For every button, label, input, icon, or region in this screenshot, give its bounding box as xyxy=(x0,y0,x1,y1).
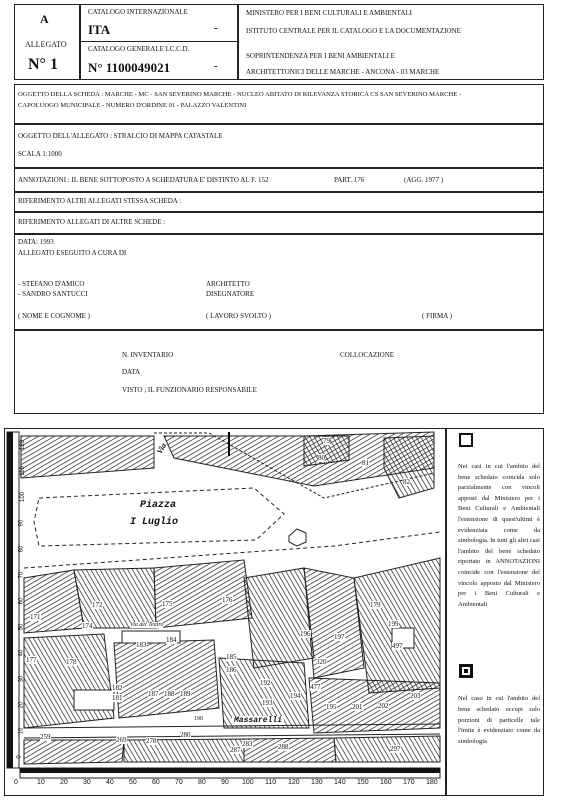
allegato-number: N° 1 xyxy=(28,56,58,73)
oggetto-scheda-line1: OGGETTO DELLA SCHEDA : MARCHE - MC - SAN SEVERINO MARCHE - NUCLEO ABITATO DI RILEVANZA STORICA CS SAN SEVERINO MARCHE - xyxy=(18,91,462,98)
ruler-y-10: 10 xyxy=(18,727,25,735)
ruler-x-170: 170 xyxy=(403,779,415,786)
ruler-x-130: 130 xyxy=(311,779,323,786)
parcel-176: 176 xyxy=(222,596,233,604)
ruler-x-100: 100 xyxy=(242,779,254,786)
parcel-195: 195 xyxy=(326,703,337,711)
parcel-184: 184 xyxy=(166,636,177,644)
parcel-477: 477 xyxy=(310,683,321,691)
ruler-y-90: 90 xyxy=(18,519,25,527)
riferimento-altre-schede: RIFERIMENTO ALLEGATI DI ALTRE SCHEDE : xyxy=(18,218,166,226)
cat-gen-value: N° 1100049021 xyxy=(88,60,171,75)
data-eseguito: ALLEGATO ESEGUITO A CURA DI xyxy=(18,249,127,257)
parcel-189: 189 xyxy=(180,690,191,698)
parcel-186: 186 xyxy=(226,666,237,674)
ruler-y-120: 120 xyxy=(20,439,27,451)
parcel-175: 175 xyxy=(162,600,173,608)
ruler-y-110: 110 xyxy=(19,466,26,476)
parcel-320: 320 xyxy=(316,658,327,666)
annotazioni-part: PART. 176 xyxy=(334,176,365,184)
annotazioni-agg: (AGG. 1977 ) xyxy=(404,176,444,184)
inventario-box xyxy=(14,330,544,414)
ruler-x-140: 140 xyxy=(334,779,346,786)
data-date: DATA: 1993 xyxy=(18,238,54,246)
ruler-x-90: 90 xyxy=(221,779,229,786)
ruler-x-80: 80 xyxy=(198,779,206,786)
parcel-80: 80 xyxy=(318,454,325,462)
parcel-187: 187 xyxy=(148,690,159,698)
legend-filled-square-inner xyxy=(464,669,468,673)
ruler-x-120: 120 xyxy=(288,779,300,786)
oggetto-allegato-box xyxy=(14,124,544,168)
role-1: ARCHITETTO xyxy=(206,280,250,288)
ruler-x-50: 50 xyxy=(129,779,137,786)
ruler-y-60: 60 xyxy=(18,597,25,605)
institute-name: ISTITUTO CENTRALE PER IL CATALOGO E LA DOCUMENTAZIONE xyxy=(246,27,461,35)
parcel-177: 177 xyxy=(26,656,37,664)
parcel-194: 194 xyxy=(290,692,301,700)
parcel-81: 81 xyxy=(362,459,369,467)
parcel-183: 183 xyxy=(136,641,147,649)
parcel-283: 283 xyxy=(242,740,253,748)
parcel-280: 280 xyxy=(180,731,191,739)
annotazioni-text: ANNOTAZIONI : IL BENE SOTTOPOSTO A SCHEDATURA E' DISTINTO AL F. 152 xyxy=(18,176,269,184)
person-2: - SANDRO SANTUCCI xyxy=(18,290,88,298)
parcel-190: 190 xyxy=(194,716,203,722)
piazza-label-2: I Luglio xyxy=(130,517,179,528)
ruler-y-100: 100 xyxy=(20,491,27,503)
ruler-y-0: 0 xyxy=(16,755,23,759)
ruler-x-180: 180 xyxy=(426,779,438,786)
soprintendenza-2: ARCHITETTONICI DELLE MARCHE - ANCONA - 03 MARCHE xyxy=(246,68,440,76)
firma-label: ( FIRMA ) xyxy=(422,312,452,320)
parcel-171: 171 xyxy=(30,613,41,621)
ruler-x-110: 110 xyxy=(265,779,277,786)
street-massarelli: Massarelli xyxy=(234,716,283,725)
ministry-name: MINISTERO PER I BENI CULTURALI E AMBIENTALI xyxy=(246,9,413,17)
lavoro-svolto-label: ( LAVORO SVOLTO ) xyxy=(206,312,272,320)
legend-empty-square-icon xyxy=(459,433,473,447)
scale-label: SCALA 1:1000 xyxy=(18,150,62,158)
cat-gen-label: CATALOGO GENERALE I.C.C.D. xyxy=(88,45,190,53)
ruler-y xyxy=(18,432,30,772)
parcel-497: 497 xyxy=(392,642,403,650)
ruler-x-150: 150 xyxy=(357,779,369,786)
oggetto-allegato-line1: OGGETTO DELL'ALLEGATO : STRALCIO DI MAPPA CATASTALE xyxy=(18,132,223,140)
parcel-188: 188 xyxy=(164,690,175,698)
cat-int-label: CATALOGO INTERNAZIONALE xyxy=(88,8,188,16)
parcel-278: 278 xyxy=(146,737,157,745)
ruler-x-70: 70 xyxy=(175,779,183,786)
ruler-x-30: 30 xyxy=(83,779,91,786)
parcel-297: 297 xyxy=(390,745,401,753)
ruler-x-60: 60 xyxy=(152,779,160,786)
collocazione: COLLOCAZIONE xyxy=(340,351,395,359)
ruler-x-20: 20 xyxy=(60,779,68,786)
visto-funzionario: VISTO ; IL FUNZIONARIO RESPONSABILE xyxy=(122,386,257,394)
cat-int-dash: - xyxy=(214,22,218,34)
ruler-y-30: 30 xyxy=(18,675,25,683)
ruler-x-160: 160 xyxy=(380,779,392,786)
parcel-179: 179 xyxy=(370,601,381,609)
legend-filled-square-icon xyxy=(459,664,473,678)
parcel-288: 288 xyxy=(278,743,289,751)
ruler-y-80: 80 xyxy=(18,545,25,553)
parcel-193: 193 xyxy=(262,699,273,707)
parcel-192: 192 xyxy=(260,679,271,687)
n-inventario: N. INVENTARIO xyxy=(122,351,174,359)
parcel-182: 182 xyxy=(112,684,123,692)
parcel-82: 82 xyxy=(403,478,410,486)
ruler-x-40: 40 xyxy=(106,779,114,786)
ruler-x-10: 10 xyxy=(37,779,45,786)
parcel-259: 259 xyxy=(40,733,51,741)
soprintendenza: SOPRINTENDENZA PER I BENI AMBIENTALI E xyxy=(246,52,395,60)
ruler-y-40: 40 xyxy=(18,649,25,657)
ruler-y-20: 20 xyxy=(18,701,25,709)
parcel-197: 197 xyxy=(334,633,345,641)
parcel-181: 181 xyxy=(112,694,123,702)
parcel-269: 269 xyxy=(116,736,127,744)
riferimento-altri-allegati: RIFERIMENTO ALTRI ALLEGATI STESSA SCHEDA : xyxy=(18,197,182,205)
parcel-199: 199 xyxy=(388,620,399,628)
parcel-287: 287 xyxy=(230,746,241,754)
piazza-label: Piazza xyxy=(140,500,177,511)
via-label: Via xyxy=(154,441,169,456)
cat-int-value: ITA xyxy=(88,22,111,37)
parcel-172: 172 xyxy=(92,601,103,609)
ruler-x-0: 0 xyxy=(14,779,18,786)
parcel-174: 174 xyxy=(82,622,93,630)
legend-text-2: Nel caso in cui l'ambito del bene schedato occupi solo porzioni di particelle tale l'imite è evidenziato come da simbologia xyxy=(458,695,540,746)
allegato-label: ALLEGATO xyxy=(25,40,67,49)
parcel-203: 203 xyxy=(410,692,421,700)
person-1: - STEFANO D'AMICO xyxy=(18,280,85,288)
inventario-data: DATA xyxy=(122,368,141,376)
cat-gen-dash: - xyxy=(214,60,218,72)
parcel-185: 185 xyxy=(226,653,237,661)
nome-cognome-label: ( NOME E COGNOME ) xyxy=(18,312,90,320)
parcel-201: 201 xyxy=(352,703,363,711)
parcel-202: 202 xyxy=(378,702,389,710)
parcel-79: 79 xyxy=(323,437,330,445)
ruler-y-50: 50 xyxy=(18,623,25,631)
allegato-letter: A xyxy=(40,12,49,26)
street-teatro: Via del Teatro xyxy=(130,622,164,628)
parcel-196: 196 xyxy=(300,630,311,638)
legend-text-1: Nei casi in cui l'ambito del bene schedato coincida solo parzialmente con vincoli apposti dal Ministero per i Beni Culturali e Ambientali l'estensione di quest'ultimi è evidenziata come da simbologia. In tutti gli altri casi l'ambito del bene schedato riportato in ANNOTAZIONI coincide con l'estensione del vincolo apposto dal Ministero per i Beni Culturali e Ambientali xyxy=(458,463,540,608)
parcel-178: 178 xyxy=(66,658,77,666)
cadastral-map xyxy=(4,428,446,796)
ruler-y-70: 70 xyxy=(18,571,25,579)
oggetto-scheda-line2: CAPOLUOGO MUNICIPALE - NUMERO D'ORDINE 01 - PALAZZO VALENTINI xyxy=(18,102,247,109)
role-2: DISEGNATORE xyxy=(206,290,255,298)
